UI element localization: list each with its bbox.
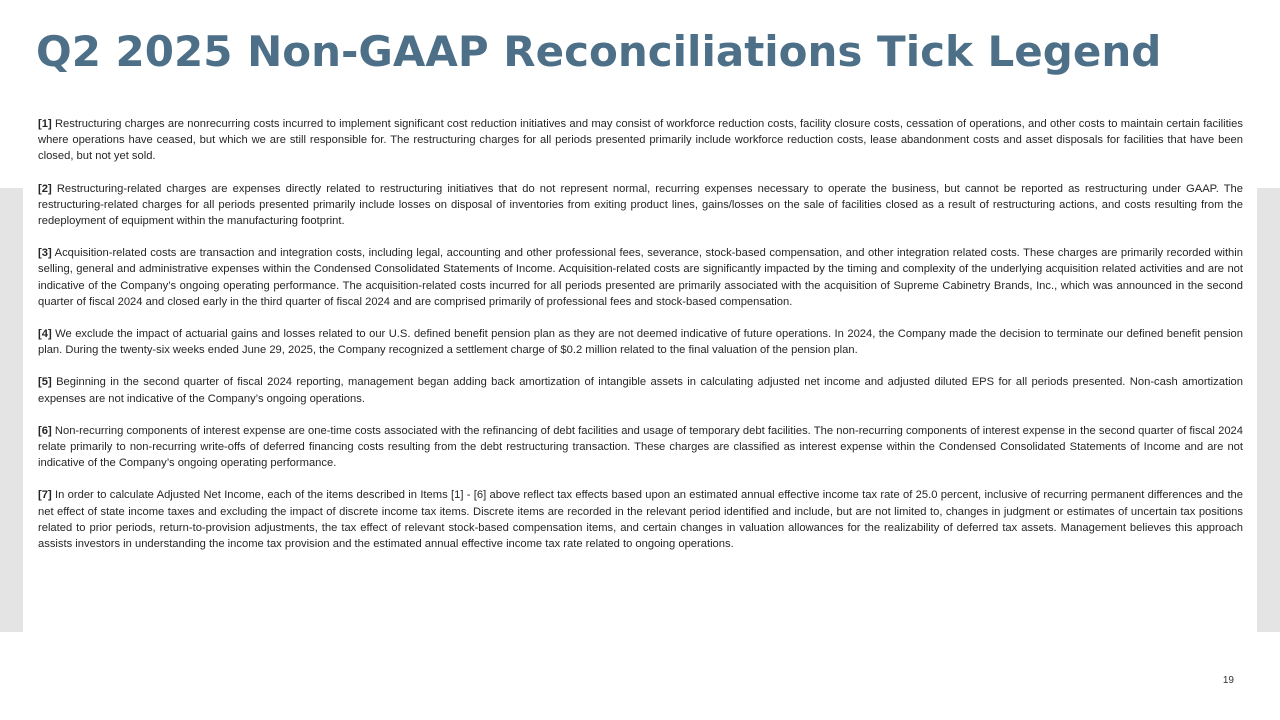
footnote-marker: [5] (38, 376, 52, 389)
footnote-text: We exclude the impact of actuarial gains and losses related to our U.S. defined benefit pension plan as they are not deemed indicative of future operations. In 2024, the Company made the decision to terminate our defined benefit pension plan. During the twenty-six weeks ended June 29, 2025, the Company recognized a settlement charge of $0.2 million related to the final valuation of the pension plan. (38, 328, 1243, 357)
footnote-text: Acquisition-related costs are transaction and integration costs, including legal, accounting and other professional fees, severance, stock-based compensation, and other integration related costs. These charges are primarily recorded within selling, general and administrative expenses within the Condensed Consolidated Statements of Income. Acquisition-related costs are significantly impacted by the timing and complexity of the underlying acquisition related activities and are not indicative of the Company’s ongoing operating performance. The acquisition-related costs incurred for all periods presented are primarily associated with the acquisition of Supreme Cabinetry Brands, Inc., which was announced in the second quarter of fiscal 2024 and closed early in the third quarter of fiscal 2024 and are comprised primarily of professional fees and stock-based compensation. (38, 247, 1243, 308)
footnote-text: Restructuring-related charges are expenses directly related to restructuring initiatives that do not represent normal, recurring expenses necessary to operate the business, but cannot be reported as restructuring under GAAP. The restructuring-related charges for all periods presented primarily include losses on disposal of inventories from exiting product lines, gains/losses on the sale of facilities closed as a result of restructuring actions, and costs resulting from the redeployment of equipment within the manufacturing footprint. (38, 182, 1244, 228)
footnote-text: Non-recurring components of interest expense are one-time costs associated with the refinancing of debt facilities and usage of temporary debt facilities. The non-recurring components of interest expense in the second quarter of fiscal 2024 relate primarily to non-recurring write-offs of deferred financing costs resulting from the debt restructuring transaction. These charges are classified as interest expense within the Condensed Consolidated Statements of Income and are not indicative of the Company’s ongoing operating performance. (38, 424, 1243, 470)
footnote-text: In order to calculate Adjusted Net Income, each of the items described in Items [1] - [6] above reflect tax effects based upon an estimated annual effective income tax rate of 25.0 percent, inclusive of recurring permanent differences and the net effect of state income taxes and excluding the impact of discrete income tax items. Discrete items are recorded in the relevant period identified and include, but are not limited to, changes in judgment or estimates of uncertain tax positions related to prior periods, return-to-provision adjustments, the tax effect of relevant stock-based compensation items, and certain changes in valuation allowances for the realizability of deferred tax assets. Management believes this approach assists investors in understanding the income tax provision and the estimated annual effective income tax rate related to ongoing operations. (38, 489, 1243, 551)
footnote-marker: [4] (38, 328, 52, 341)
footnote-3 (38, 245, 1243, 310)
footnote-6 (38, 423, 1243, 472)
footnote-marker: [7] (38, 489, 52, 502)
footnote-7 (38, 487, 1243, 552)
right-side-band (1257, 188, 1280, 632)
left-side-band (0, 188, 23, 632)
footnote-marker: [3] (38, 247, 52, 260)
page-title: Q2 2025 Non-GAAP Reconciliations Tick Legend (36, 27, 1162, 76)
footnote-1 (38, 116, 1243, 165)
footnote-5 (38, 374, 1243, 406)
footnotes-list (38, 116, 1243, 568)
footnote-text: Beginning in the second quarter of fiscal 2024 reporting, management began adding back amortization of intangible assets in calculating adjusted net income and adjusted diluted EPS for all periods presented. Non-cash amortization expenses are not indicative of the Company’s ongoing operations. (38, 376, 1243, 405)
footnote-marker: [6] (38, 424, 52, 437)
footnote-text: Restructuring charges are nonrecurring costs incurred to implement significant cost reduction initiatives and may consist of workforce reduction costs, facility closure costs, cessation of operations, and other costs to maintain certain facilities where operations have ceased, but which we are still responsible for. The restructuring charges for all periods presented primarily include workforce reduction costs, lease abandonment costs and asset disposals for facilities that have been closed, but not yet sold. (38, 118, 1243, 163)
page-number: 19 (1222, 675, 1234, 686)
footnote-marker: [1] (38, 118, 52, 130)
footnote-4 (38, 326, 1243, 358)
footnote-2 (38, 181, 1243, 230)
footnote-marker: [2] (38, 182, 52, 195)
